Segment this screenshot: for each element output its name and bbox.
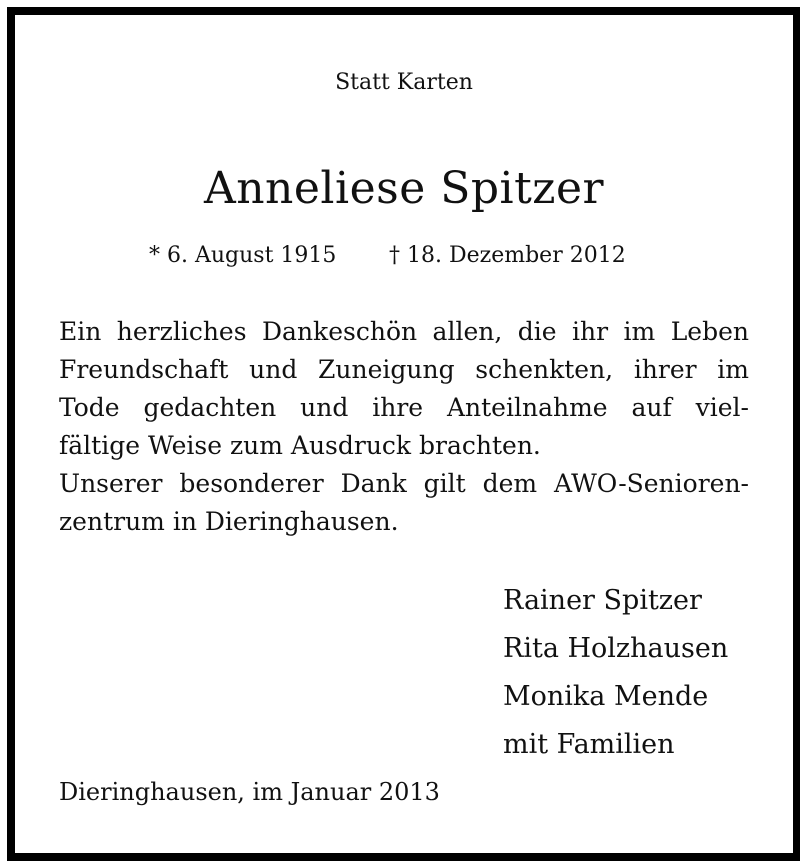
paragraph-line: fältige Weise zum Ausdruck brachten. [59,431,541,460]
paragraph-line: Ein herzliches Dankeschön allen, die ihr im Leben [59,317,749,346]
paragraph-line: Unserer besonderer Dank gilt dem AWO-Senioren- [59,469,749,498]
death-date: † 18. Dezember 2012 [389,243,626,268]
header-statt-karten: Statt Karten [335,70,473,95]
thank-you-paragraph [59,313,749,465]
place-and-date: Dieringhausen, im Januar 2013 [59,778,440,806]
signer-name: mit Familien [503,729,675,760]
signer-name: Rita Holzhausen [503,633,729,664]
paragraph-line: zentrum in Dieringhausen. [59,507,399,536]
signers-list [503,577,728,769]
signer-name: Rainer Spitzer [503,585,702,616]
deceased-name: Anneliese Spitzer [203,163,605,214]
special-thanks-paragraph [59,465,749,541]
paragraph-line: Tode gedachten und ihre Anteilnahme auf viel- [59,393,749,422]
paragraph-line: Freundschaft und Zuneigung schenkten, ihrer im [59,355,749,384]
signer-name: Monika Mende [503,681,709,712]
birth-date: * 6. August 1915 [149,243,337,268]
obituary-notice-frame [7,7,800,861]
